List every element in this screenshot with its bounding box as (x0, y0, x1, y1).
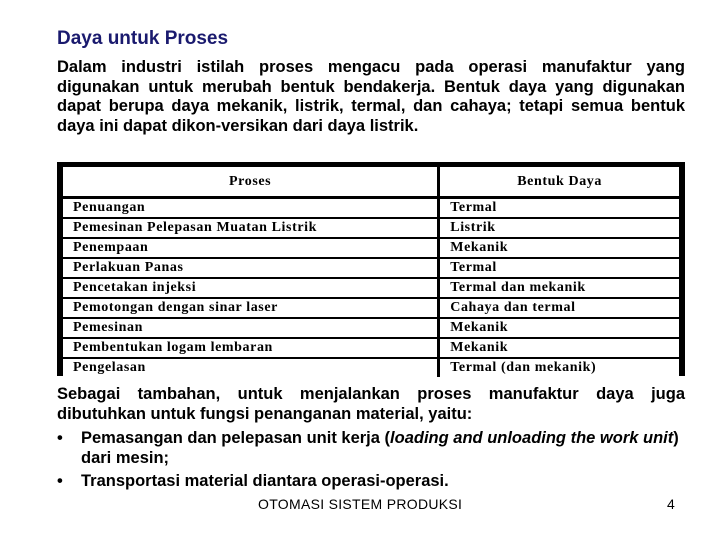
table-row (63, 278, 679, 298)
power-cell: Listrik (439, 218, 679, 238)
after-paragraph: Sebagai tambahan, untuk menjalankan proses manufaktur daya juga dibutuhkan untuk fungsi penanganan material, yaitu: (57, 385, 685, 423)
table-row (63, 218, 679, 238)
power-cell: Mekanik (439, 338, 679, 358)
list-item-text: ) dari mesin; (81, 429, 679, 467)
slide-title: Daya untuk Proses (57, 28, 229, 49)
table-header-proses: Proses (63, 167, 439, 198)
process-cell: Pencetakan injeksi (63, 278, 439, 298)
bullet-marker: • (57, 429, 63, 447)
list-item-italic: loading and unloading the work unit (390, 429, 674, 447)
process-cell: Penuangan (63, 198, 439, 219)
process-cell: Pengelasan (63, 358, 439, 377)
material-handling-list (57, 428, 685, 494)
process-cell: Perlakuan Panas (63, 258, 439, 278)
table-row (63, 198, 679, 219)
table-header-row (63, 167, 679, 198)
intro-paragraph: Dalam industri istilah proses mengacu pada operasi manufaktur yang digunakan untuk merubah bentuk bendakerja. Bentuk daya yang digunakan dapat berupa daya mekanik, listrik, termal, dan cahaya; tetapi semua bentuk daya ini dapat dikon-versikan dari daya listrik. (57, 58, 685, 135)
list-item-text: Transportasi material diantara operasi-operasi. (81, 472, 449, 490)
table-row (63, 258, 679, 278)
list-item (57, 471, 685, 491)
table-row (63, 338, 679, 358)
power-cell: Termal dan mekanik (439, 278, 679, 298)
process-cell: Penempaan (63, 238, 439, 258)
power-cell: Termal (dan mekanik) (450, 360, 597, 375)
table-row (63, 318, 679, 338)
footer-label: OTOMASI SISTEM PRODUKSI (258, 496, 463, 512)
process-cell: Pembentukan logam lembaran (63, 338, 439, 358)
table-row (63, 358, 679, 377)
power-cell: Cahaya dan termal (439, 298, 679, 318)
process-cell: Pemesinan Pelepasan Muatan Listrik (63, 218, 439, 238)
power-cell: Termal (439, 198, 679, 219)
power-cell: Mekanik (439, 238, 679, 258)
bullet-marker: • (57, 472, 63, 490)
process-cell: Pemotongan dengan sinar laser (63, 298, 439, 318)
list-item (57, 428, 685, 468)
page-number: 4 (667, 496, 675, 512)
table-row (63, 238, 679, 258)
table-header-bentuk-daya: Bentuk Daya (439, 167, 679, 198)
list-item-text: Pemasangan dan pelepasan unit kerja ( (81, 429, 391, 447)
process-power-table (63, 167, 679, 377)
power-cell: Mekanik (439, 318, 679, 338)
table-row (63, 298, 679, 318)
process-table-frame (57, 162, 685, 376)
power-cell: Termal (439, 258, 679, 278)
process-cell: Pemesinan (63, 318, 439, 338)
